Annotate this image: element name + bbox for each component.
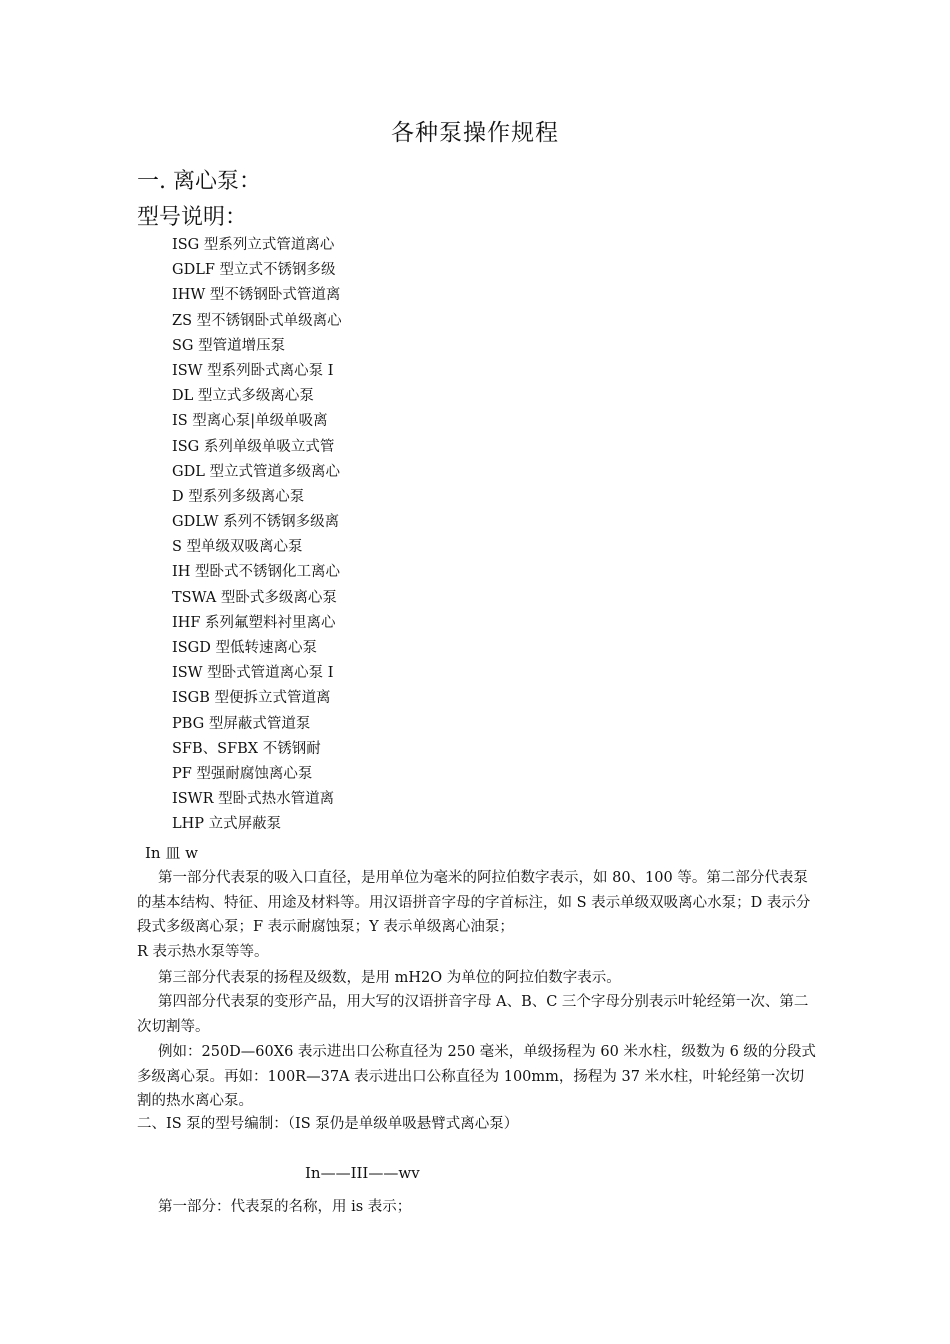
list-item: S 型单级双吸离心泵 <box>172 539 303 556</box>
list-item: IH 型卧式不锈钢化工离心 <box>172 564 340 581</box>
list-item: D 型系列多级离心泵 <box>172 488 305 505</box>
list-item: GDLF 型立式不锈钢多级 <box>172 262 336 279</box>
model-code-pattern: In 皿 w <box>145 844 198 862</box>
list-item: ISW 型卧式管道离心泵 I <box>172 665 334 682</box>
list-item: SFB、SFBX 不锈钢耐 <box>172 740 321 757</box>
list-item: PBG 型屏蔽式管道泵 <box>172 715 311 732</box>
list-item: PF 型强耐腐蚀离心泵 <box>172 765 313 782</box>
list-item: GDL 型立式管道多级离心 <box>172 463 340 480</box>
paragraph-example: 例如：250D—60X6 表示进出口公称直径为 250 毫米，单级扬程为 60 米水柱，级数为 6 级的分段式多级离心泵。再如：100R—37A 表示进出口公称直径为 100mm，扬程为 37 米水柱，叶轮经第一次切割的热水离心泵。 <box>137 1044 816 1110</box>
list-item: IHF 系列氟塑料衬里离心 <box>172 614 336 631</box>
list-item: IS 型离心泵|单级单吸离 <box>172 413 328 430</box>
list-item: ZS 型不锈钢卧式单级离心 <box>172 312 342 329</box>
list-item: ISWR 型卧式热水管道离 <box>172 791 335 808</box>
section-heading-centrifugal: 一. 离心泵： <box>137 169 261 194</box>
model-list <box>172 234 342 839</box>
paragraph-part-one: 第一部分代表泵的吸入口直径，是用单位为毫米的阿拉伯数字表示，如 80、100 等。第二部分代表泵的基本结构、特征、用途及材料等。用汉语拼音字母的字首标注，如 S 表示单级双吸离心水泵；D 表示分段式多级离心泵；F 表示耐腐蚀泵；Y 表示单级离心油泵； <box>137 870 811 936</box>
paragraph-part-three: 第三部分代表泵的扬程及级数，是用 mH2O 为单位的阿拉伯数字表示。 <box>158 970 621 986</box>
is-code-pattern: In——III——wv <box>305 1164 420 1182</box>
paragraph-hot-water: R 表示热水泵等等。 <box>137 944 269 960</box>
paragraph-part-four: 第四部分代表泵的变形产品，用大写的汉语拼音字母 A、B、C 三个字母分别表示叶轮经第一次、第二次切割等。 <box>137 994 809 1035</box>
list-item: ISG 型系列立式管道离心 <box>172 237 335 253</box>
list-item: ISW 型系列卧式离心泵 I <box>172 362 334 379</box>
list-item: ISGD 型低转速离心泵 <box>172 640 317 656</box>
list-item: SG 型管道增压泵 <box>172 337 286 354</box>
section-heading-is-pump: 二、IS 泵的型号编制：（IS 泵仍是单级单吸悬臂式离心泵） <box>137 1116 519 1132</box>
list-item: GDLW 系列不锈钢多级离 <box>172 514 340 531</box>
list-item: IHW 型不锈钢卧式管道离 <box>172 287 341 304</box>
list-item: ISGB 型便拆立式管道离 <box>172 690 331 707</box>
list-item: LHP 立式屏蔽泵 <box>172 816 282 833</box>
list-item: TSWA 型卧式多级离心泵 <box>172 589 337 606</box>
list-item: ISG 系列单级单吸立式管 <box>172 438 335 455</box>
model-description-heading: 型号说明： <box>137 205 248 230</box>
page-title: 各种泵操作规程 <box>391 120 559 146</box>
paragraph-is-part-one: 第一部分：代表泵的名称，用 is 表示； <box>158 1199 412 1215</box>
list-item: DL 型立式多级离心泵 <box>172 388 314 405</box>
